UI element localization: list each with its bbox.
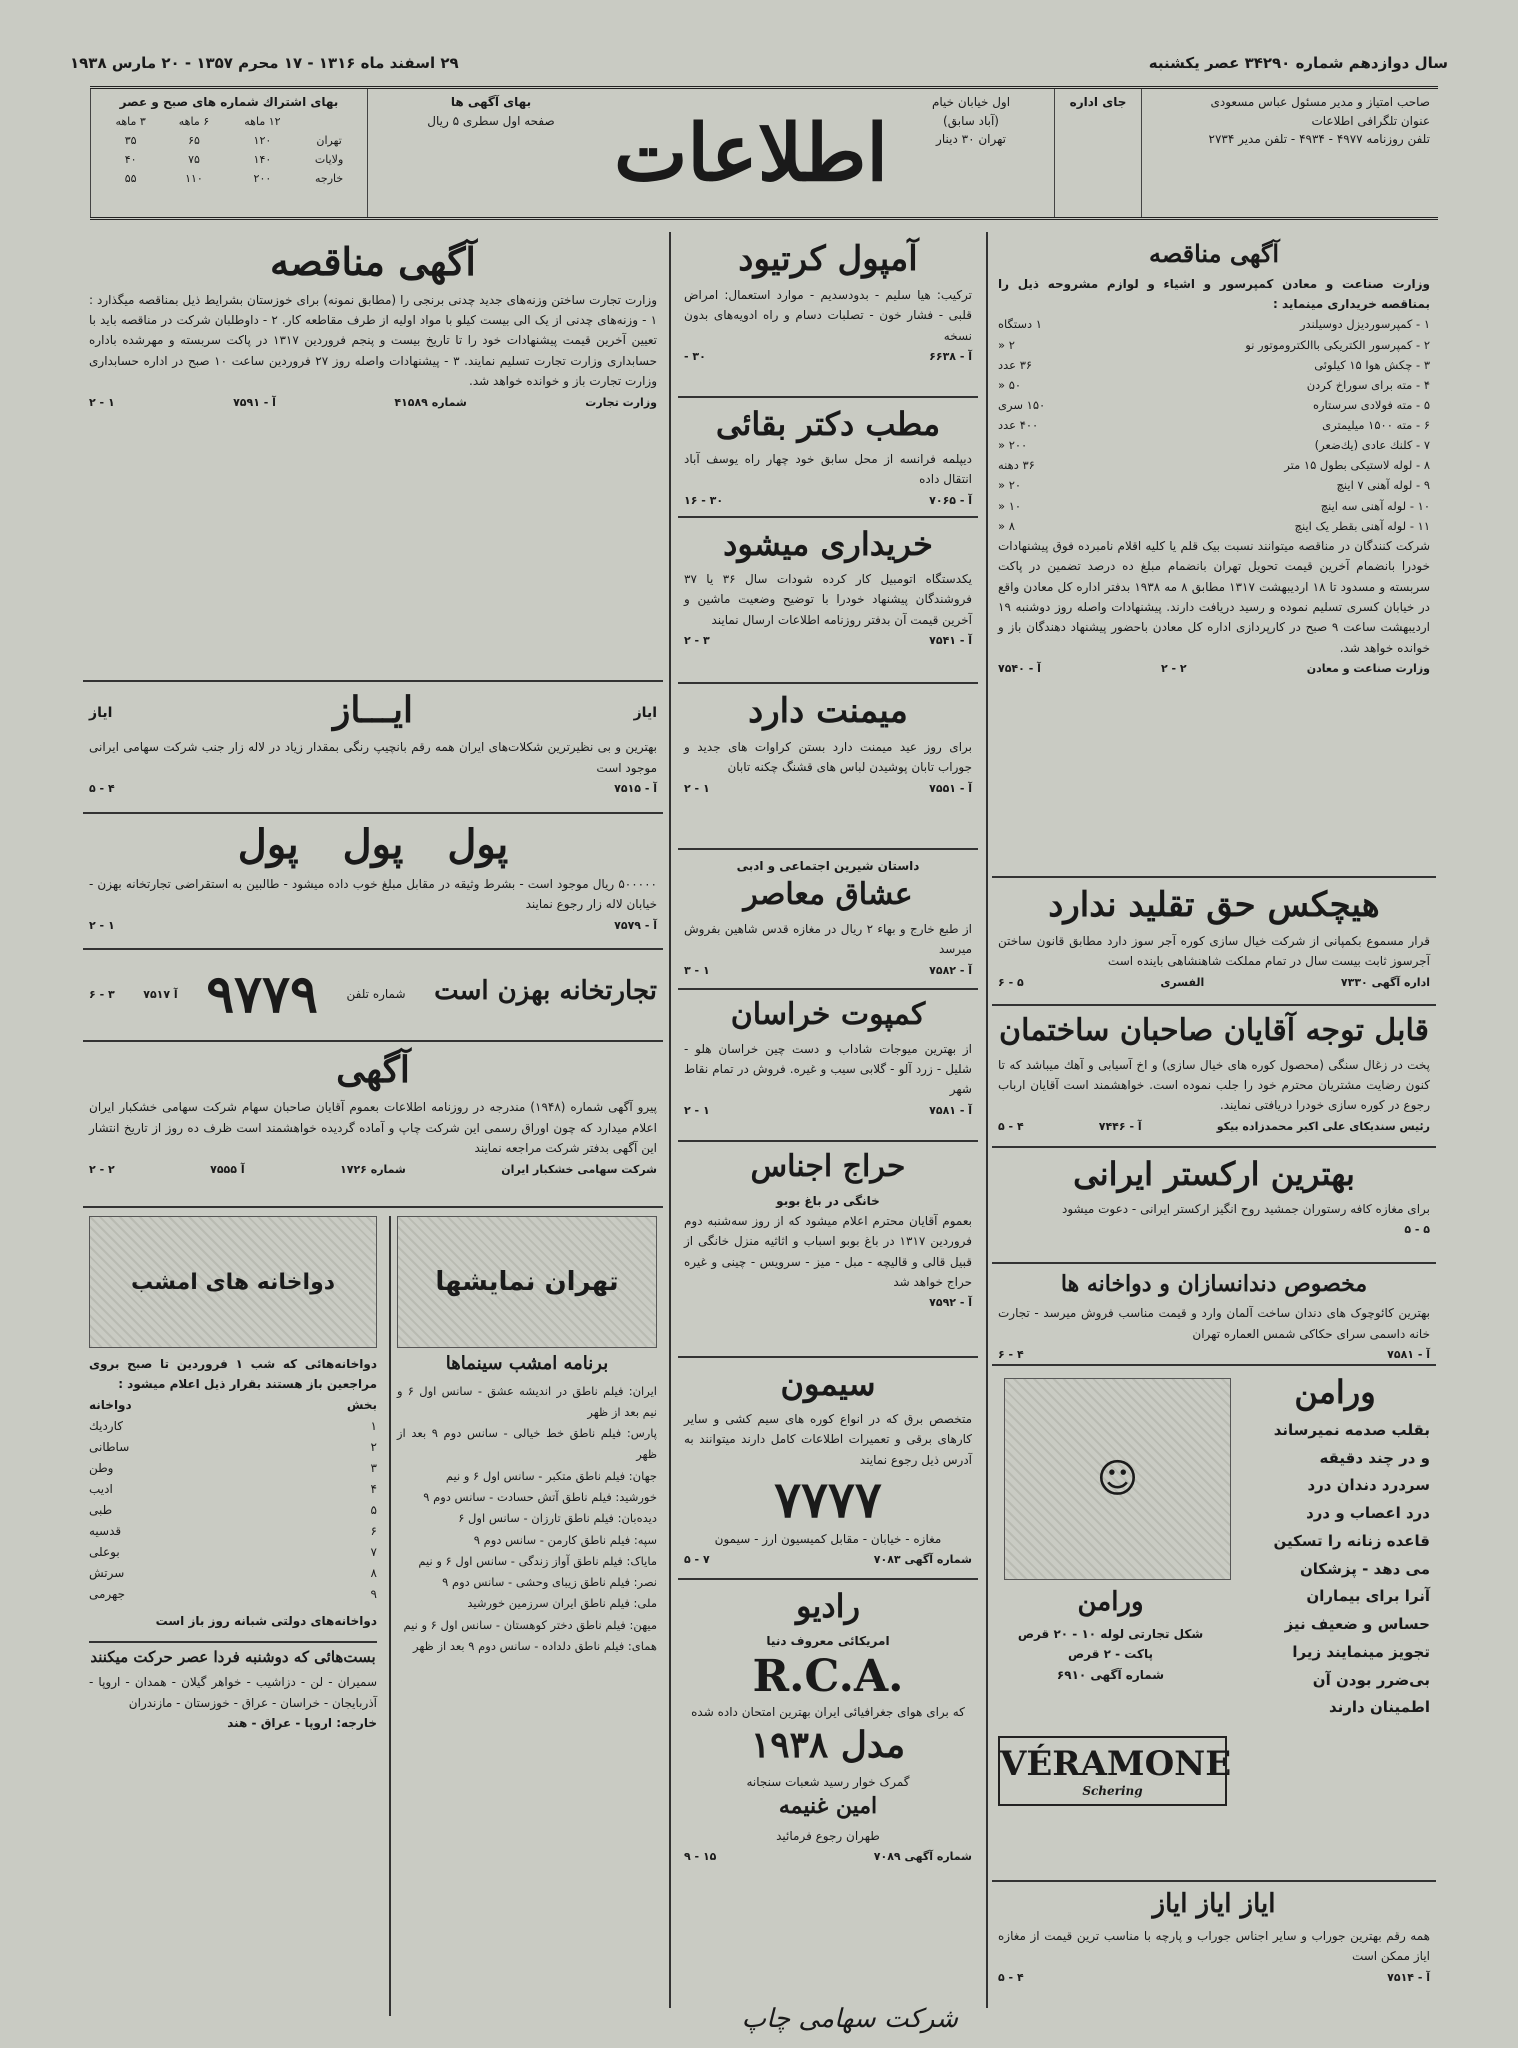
divider: [89, 1641, 377, 1643]
tender-list: [998, 314, 1430, 535]
phone-ref2: ۳ - ۶: [89, 987, 115, 1001]
table-cell: تهران: [316, 133, 342, 147]
text-line: بقلب صدمه نمیرساند: [1273, 1420, 1430, 1439]
dateline: [70, 48, 1448, 78]
ampoule-ad: [678, 232, 978, 398]
table-cell: ۱۱۰: [185, 171, 203, 185]
ad-rates-sub: صفحه اول سطری ۵ ریال: [427, 113, 555, 128]
doctor-ad: [678, 398, 978, 518]
ref-text: آ - ۷۵۹۲: [929, 1296, 972, 1310]
table-cell: ۷۵: [188, 152, 200, 166]
money-ad: [83, 814, 663, 950]
table-cell: ۶۵: [188, 133, 200, 147]
text-line: بی‌ضرر بودن آن: [1312, 1670, 1430, 1689]
ref-text: الفسری: [1160, 975, 1205, 989]
list-item: پارس: فیلم ناطق خط خیالی - سانس دوم ۹ بعد از ظهر: [397, 1426, 657, 1462]
ref-text: رئیس سندیکای علی اکبر محمدزاده بیکو: [1216, 1119, 1430, 1133]
no-imitation-ad: [992, 878, 1436, 1006]
list-item: ۸ - لوله لاستیکی بطول ۱۵ متر ۳۶ دهنه: [998, 458, 1430, 473]
address-line: تهران ۳۰ دینار: [936, 132, 1006, 147]
ref-text: آ - ۷۵۸۲: [929, 963, 972, 977]
table-cell: ۲۰۰: [253, 171, 272, 185]
subscription-box: [90, 89, 367, 217]
ref-text: آ - ۷۵۸۱: [929, 1103, 972, 1117]
ref-text: اداره آگهی ۷۳۳۰: [1340, 975, 1430, 989]
ref-text: ۵ - ۶: [998, 975, 1024, 989]
list-item: همای: فیلم ناطق دلداده - سانس دوم ۹ بعد از ظهر: [412, 1638, 657, 1653]
ref-text: آ - ۷۵۵۱: [929, 781, 972, 795]
list-item: ۱۱ - لوله آهنی بقطر یک اینچ ۸ «: [998, 518, 1430, 533]
veramon-illustration: ☺: [1004, 1378, 1231, 1580]
simon-phone: ۷۷۷۷: [774, 1469, 882, 1529]
ayaz-side: ایاز: [89, 704, 113, 721]
table-row: [99, 150, 359, 169]
tender-intro: وزارت صناعت و معادن کمپرسور و اشیاء و لوازم مشروحه ذیل را بمناقصه خریداری مینماید :: [998, 276, 1430, 311]
simon-heading: سیمون: [780, 1365, 876, 1403]
compote-footer: [684, 1104, 972, 1117]
lower-left-section: [83, 1208, 663, 2016]
masthead: [90, 86, 1438, 220]
list-item: ۳ - چکش هوا ۱۵ کیلوئی ۳۶ عدد: [998, 357, 1430, 372]
ampoule-body: ترکیب: هیا سلیم - بدودسدیم - موارد استعمال: امراض قلبی - فشار خون - تصلبات دسام و راه ادویه‌های بدون نسخه: [684, 288, 972, 343]
ref-text: ۴ - ۵: [89, 782, 115, 796]
list-item: ۶ - مته ۱۵۰۰ میلیمتری ۴۰۰ عدد: [998, 418, 1430, 432]
ref-text: ۳۰ - ۱۶: [684, 493, 724, 507]
radio-body: که برای هوای جغرافیائی ایران بهترین امتحان داده شده: [691, 1705, 965, 1720]
ad-rates-title: بهای آگهی ها: [450, 95, 532, 109]
ref-text: آ - ۷۵۷۹: [614, 918, 657, 932]
notice-body: پیرو آگهی شماره (۱۹۴۸) مندرجه در روزنامه اطلاعات بعموم آقایان صاحبان سهام شرکت سهامی خشکبار ایران اعلام میدارد که چون اوراق رسمی این شرکت چاپ و آماده گردیده خواهشمند است ظرف ده روز از تاریخ انتشار این آگهی بدفتر شرکت مراجعه نمایند: [89, 1100, 658, 1156]
ref-text: آ - ۷۵۴۱: [929, 633, 972, 647]
ref-text: ۳۰ -: [684, 350, 706, 364]
veramon-pricing: [998, 1586, 1223, 1685]
list-item: دیده‌بان: فیلم ناطق تارزان - سانس اول ۶: [458, 1511, 657, 1526]
list-item: ۲ - کمپرسور الکتریکی باالکتروموتور نو ۲ «: [998, 337, 1430, 352]
auction-ad: [678, 1142, 978, 1358]
text-line: و در چند دقیقه: [1319, 1448, 1430, 1467]
ref-text: ۴ - ۵: [998, 1970, 1024, 1984]
simon-body: متخصص برق که در انواع کوره های سیم کشی و سایر کارهای برقی و تعمیرات اطلاعات کامل دارند میتوانند به آدرس ذیل رجوع نمایند: [684, 1411, 972, 1467]
ref-text: ۱ - ۳: [684, 963, 710, 977]
radio-heading: رادیو: [795, 1587, 861, 1625]
cinema-heading: برنامه امشب سینماها: [445, 1353, 609, 1374]
table-row: ۹ جهرمی: [89, 1586, 377, 1601]
list-item: مایاک: فیلم ناطق آواز زندگی - سانس اول ۶ و نیم: [418, 1553, 657, 1568]
ref-text: ۴ - ۶: [998, 1348, 1024, 1362]
table-cell: ۱۲۰: [253, 133, 272, 147]
middle-column: [678, 232, 978, 1894]
cinema-section: [389, 1216, 663, 2016]
auction-heading: حراج اجناس: [750, 1149, 906, 1184]
text-line: تجویز مینمایند زیرا: [1292, 1642, 1430, 1661]
list-item: ۹ - لوله آهنی ۷ اینچ ۲۰ «: [998, 478, 1430, 493]
dentist-footer: [998, 1348, 1430, 1361]
address-line: اول خیابان خیام: [931, 95, 1011, 109]
post-body: سمیران - لن - دزاشیب - خواهر گیلان - همدان - اروپا - آذربایجان - خراسان - عراق - خوزستان - مازندران: [89, 1675, 377, 1710]
ad-rates-box: [367, 89, 614, 217]
money-footer: [89, 919, 657, 932]
radio-ad: [678, 1580, 978, 1894]
orchestra-body: برای مغازه کافه رستوران جمشید روح انگیز ارکستر ایرانی - دعوت میشود: [1062, 1201, 1430, 1216]
commerce-tender-body: وزارت تجارت ساختن وزنه‌های جدید چدنی برنجی را (مطابق نمونه) برای خوزستان بشرایط ذیل بمناقصه میگذارد : ۱ - وزنه‌های چدنی از یک الی بیست کیلو با مواد اولیه از طرف مقاطعه کار. ۲ - داوطلبان شرکت در مناقصه باید با تعیین آخرین قیمت پیشنهادات خود را تا تاریخ بیست و پنجم فروردین ۱۳۱۷ در پاکت سربسته و مهرشده باداره حسابداری وزارت تجارت تسلیم نمایند. ۳ - پیشنهادات واصله روز ۲۷ فروردین ساعت ۱۰ صبح در اداره حسابداری وزارت تجارت باز و خوانده خواهد شد.: [89, 292, 658, 389]
ref-text: ۷ - ۵: [684, 1553, 710, 1567]
table-cell: ولایات: [314, 152, 344, 166]
ayaz-heading-row: [89, 688, 657, 737]
office-label: جای اداره: [1069, 95, 1127, 109]
tender-footer: [998, 662, 1430, 675]
ayaz-body: بهترین و بی نظیرترین شکلات‌های ایران همه رقم بانچیپ رنگی بمقدار زیاد در لاله زار جنب شرکت سهامی ایرانی موجود است: [89, 740, 657, 775]
doctor-body: دیپلمه فرانسه از محل سابق خود چهار راه یوسف آباد انتقال داده: [684, 451, 972, 487]
owner-line: صاحب امتیاز و مدیر مسئول عباس مسعودی: [1210, 95, 1430, 109]
text-line: آنرا برای بیماران: [1306, 1587, 1430, 1606]
post-foreign: خارجه: اروپا - عراق - هند: [227, 1716, 377, 1731]
commerce-tender-heading: آگهی مناقصه: [270, 239, 476, 284]
orchestra-heading: بهترین ارکستر ایرانی: [1073, 1155, 1355, 1193]
pharmacy-table: [89, 1395, 377, 1605]
compote-heading: کمپوت خراسان: [730, 997, 926, 1032]
subscription-title: بهای اشتراك شماره های صبح و عصر: [119, 95, 339, 109]
ref-text: ۱ - ۲: [684, 781, 710, 795]
tender-heading: آگهی مناقصه: [1148, 239, 1280, 268]
table-row: ۵ طبی: [89, 1502, 377, 1517]
ref-text: آ - ۷۰۶۵: [929, 493, 972, 507]
list-item: ملی: فیلم ناطق ایران سرزمین خورشید: [467, 1596, 657, 1611]
novel-ad: [678, 850, 978, 990]
owner-line: عنوان تلگرافی اطلاعات: [1311, 113, 1430, 128]
list-item: ایران: فیلم ناطق در اندیشه عشق - سانس اول ۶ و نیم بعد از ظهر: [397, 1383, 657, 1419]
buying-heading: خریداری میشود: [723, 525, 933, 563]
post-heading: بست‌هائی که دوشنبه فردا عصر حرکت میکنند: [90, 1648, 376, 1667]
date-info: ۲۹ اسفند ماه ۱۳۱۶ - ۱۷ محرم ۱۳۵۷ - ۲۰ مارس ۱۹۳۸: [70, 54, 459, 72]
column-divider: [669, 232, 671, 2008]
table-cell: ۵۵: [124, 171, 137, 185]
list-item: ۱۰ - لوله آهنی سه اینچ ۱۰ «: [998, 498, 1430, 513]
simon-footer: [684, 1553, 972, 1566]
auspicious-heading: میمنت دارد: [748, 691, 908, 731]
tender-body: شرکت کنندگان در مناقصه میتوانند نسبت بیک قلم یا کلیه اقلام نامبرده فوق پیشنهادات خودرا بانضمام آخرین قیمت تحویل تهران بانضمام مبلغ ده درصد تضمین در پاکت سربسته و مسدود تا ۱۸ اردیبهشت ۱۳۱۷ مطابق ۸ مه ۱۹۳۸ بدفتر اداره کل معادن واقع در خیابان کسری تسلیم نموده و رسید دریافت دارند. پیشنهادات واصله روز دوشنبه ۱۹ اردیبهشت ساعت ۹ صبح در کارپردازی اداره کل معادن باحضور پیشنهاد دهندگان باز و خوانده خواهد شد.: [998, 538, 1430, 655]
table-cell: ۳۵: [124, 133, 137, 147]
ayaz-footer: [89, 782, 657, 795]
veramon-brand-sub: Schering: [1082, 1784, 1143, 1798]
table-cell: خارجه: [315, 171, 344, 185]
subscription-table: [99, 112, 359, 188]
list-item: ۵ - مته فولادی سرستاره ۱۵۰ سری: [998, 397, 1430, 412]
ampoule-heading: آمپول کرتیود: [738, 239, 918, 279]
radio-seller: امین غنیمه: [778, 1793, 878, 1820]
auction-footer: [684, 1296, 972, 1309]
table-cell: ۱۴۰: [253, 152, 272, 166]
tender-sign: وزارت صناعت و معادن: [1306, 662, 1430, 676]
veramon-logo: [998, 1736, 1232, 1806]
issue-info: سال دوازدهم شماره ۳۴۲۹۰ عصر یکشنبه: [1148, 54, 1448, 72]
veramon-ad: [992, 1366, 1436, 1882]
ref-text: ۱۵ - ۹: [684, 1850, 717, 1864]
ref-text: ۱ - ۲: [684, 1103, 710, 1117]
no-imitation-footer: [998, 976, 1430, 989]
doctor-footer: [684, 494, 972, 507]
text-line: قاعده زنانه‌ را تسکین: [1273, 1531, 1430, 1550]
builders-body: پخت در زغال سنگی (محصول کوره های خیال سازی) و اخ آسیابی و آهك میباشد که تا کنون رضایت مشتریان محترم خود را جلب نموده است. خواهشمند است آقایان ارباب رجوع در کوره سازی خودرا دریافتی نمایند.: [998, 1057, 1430, 1113]
text-line: شماره آگهی ۶۹۱۰: [1056, 1667, 1165, 1682]
ayaz-bottom-ad: [992, 1882, 1436, 1984]
novel-heading: عشاق معاصر: [743, 877, 913, 913]
text-line: حساس و ضعیف نیز: [1284, 1615, 1430, 1634]
novel-pre: داستان شیرین اجتماعی و ادبی: [736, 859, 920, 873]
phone-name: تجارتخانه بهزن است: [434, 976, 657, 1007]
orchestra-ad: [992, 1148, 1436, 1264]
ref-text: شماره ۱۷۲۶: [340, 1162, 406, 1176]
ref-text: شماره آگهی ۷۰۸۳: [873, 1553, 972, 1567]
ayaz-heading: ایـــاز: [333, 689, 414, 731]
compote-ad: [678, 990, 978, 1142]
ampoule-footer: [684, 350, 972, 363]
commerce-tender-ad: [83, 232, 663, 682]
table-cell: ۴۰: [124, 152, 137, 166]
owner-line: تلفن روزنامه ۴۹۷۷ - ۴۹۳۴ - تلفن مدیر ۲۷۳۴: [1208, 132, 1430, 147]
table-row: [99, 112, 359, 131]
compote-body: از بهترین میوجات شاداب و دست چین خراسان هلو - شلیل - زرد آلو - گلابی سیب و غیره. فروش در تمام نقاط شهر: [684, 1041, 972, 1097]
builders-ad: [992, 1006, 1436, 1148]
table-row: [99, 131, 359, 150]
doctor-heading: مطب دکتر بقائی: [715, 405, 941, 443]
notice-footer: [89, 1163, 657, 1176]
phone-label: شماره تلفن: [346, 987, 406, 1001]
table-row: ۲ ساطانی: [89, 1439, 377, 1454]
newspaper-logo: اطلاعات: [613, 107, 889, 199]
simon-ad: [678, 1358, 978, 1580]
radio-footer: [684, 1850, 972, 1863]
phone-number: ۹۷۷۹: [206, 963, 318, 1025]
cinema-list: [397, 1381, 657, 1657]
list-item: میهن: فیلم ناطق دختر کوهستان - سانس اول ۶ و نیم: [403, 1617, 657, 1632]
ref-text: آ - ۷۵۱۴: [1387, 1970, 1430, 1984]
text-line: درد اعصاب و درد: [1306, 1504, 1430, 1523]
dentist-ad: [992, 1264, 1436, 1366]
ref-text: ۱ - ۲: [89, 918, 115, 932]
auspicious-ad: [678, 684, 978, 850]
table-cell: ۱۲ ماهه: [244, 114, 281, 128]
pharmacy-footer: دواخانه‌های دولتی شبانه روز باز است: [155, 1613, 377, 1628]
ref-text: شماره آگهی ۷۰۸۹: [873, 1850, 972, 1864]
address-box: [888, 89, 1055, 217]
ref-text: ۲ - ۲: [89, 1162, 115, 1176]
ref-text: شماره ۴۱۵۸۹: [394, 395, 467, 409]
radio-brand: R.C.A.: [752, 1651, 904, 1703]
ref-text: آ - ۷۵۸۱: [1387, 1348, 1430, 1362]
table-cell: ۶ ماهه: [178, 114, 210, 128]
text-line: سردرد دندان درد: [1307, 1476, 1430, 1495]
veramon-lines: [1240, 1417, 1430, 1722]
list-item: نصر: فیلم ناطق زیبای وحشی - سانس دوم ۹: [442, 1575, 657, 1590]
buying-footer: [684, 634, 972, 647]
ref-text: آ ۷۵۵۵: [210, 1162, 245, 1176]
radio-address: گمرک خوار رسید شعبات سنجانه: [746, 1774, 910, 1789]
table-row: ۷ بوعلی: [89, 1544, 377, 1559]
commerce-tender-footer: [89, 396, 657, 409]
novel-footer: [684, 964, 972, 977]
radio-sub: امریکائی معروف دنیا: [766, 1633, 890, 1648]
builders-footer: [998, 1120, 1430, 1133]
pharmacy-logo: دواخانه های امشب: [89, 1216, 377, 1348]
notice-heading: آگهی: [336, 1049, 410, 1091]
no-imitation-heading: هیچکس حق تقلید ندارد: [1048, 885, 1380, 925]
table-row: ۶ قدسیه: [89, 1523, 377, 1538]
ayaz-bottom-body: همه رقم بهترین جوراب و سایر اجناس جوراب و پارچه با مناسب ترین قیمت از مغازه ایاز ممکن است: [998, 1928, 1430, 1964]
money-body: ۵۰۰۰۰۰ ریال موجود است - بشرط وثیقه در مقابل مبلغ خوب داده میشود - طالبین به استقراضی تجارتخانه بهزن - خیابان لاله زار رجوع نمایند: [89, 877, 657, 912]
tender-ref: آ - ۷۵۴۰: [998, 662, 1041, 676]
buying-ad: [678, 518, 978, 684]
text-line: می دهد - پزشکان: [1300, 1559, 1430, 1578]
text-line: شکل تجارتی لوله ۱۰ - ۲۰ قرص: [1017, 1626, 1204, 1641]
ref-text: وزارت تجارت: [585, 395, 657, 409]
pharmacy-intro: دواخانه‌هائی که شب ۱ فروردین تا صبح بروی مراجعین باز هستند بقرار ذیل اعلام میشود :: [89, 1357, 377, 1392]
ayaz-side: ایاز: [633, 704, 657, 721]
table-row: [99, 169, 359, 188]
ref-text: آ - ۷۵۹۱: [233, 395, 276, 409]
simon-address: مغازه - خیابان - مقابل کمیسیون ارز - سیمون: [714, 1531, 942, 1546]
auspicious-body: برای روز عید میمنت دارد بستن کراوات های جدید و جوراب تابان پوشیدن لباس های قشنگ چکنه تابان: [684, 740, 972, 775]
ref-text: آ - ۶۶۳۸: [929, 350, 972, 364]
dentist-body: بهترین کائوچوک های دندان ساخت آلمان وارد و قیمت مناسب فروش میرسد - تجارت خانه داسمی سرای حکاکی شمس العماره تهران: [998, 1306, 1430, 1341]
table-cell: [299, 112, 359, 131]
ayaz-bottom-footer: [998, 1971, 1430, 1984]
pharmacy-section: [83, 1216, 383, 2016]
no-imitation-body: قرار مسموع بکمپانی از شرکت خیال سازی کوره آجر سوز دارد مطابق قانون ساختن آجرسوز ثابت بیست سال در تمام مملکت شاهنشاهی باینده است: [998, 934, 1430, 969]
ref-text: آ - ۷۴۴۶: [1098, 1119, 1142, 1133]
table-cell: ۳ ماهه: [115, 114, 146, 128]
phone-ref: آ ۷۵۱۷: [143, 987, 178, 1001]
notice-ad: [83, 1042, 663, 1208]
list-item: خورشید: فیلم ناطق آتش حسادت - سانس دوم ۹: [423, 1490, 657, 1505]
cinema-logo: تهران نمایشها: [397, 1216, 657, 1348]
text-line: پاکت - ۲ قرص: [1067, 1647, 1153, 1662]
table-row: ۴ ادیب: [89, 1481, 377, 1496]
auction-sub: خانگی در باغ بوبو: [776, 1193, 880, 1208]
list-item: ۱ - کمپرسوردیزل دوسیلندر ۱ دستگاه: [998, 317, 1430, 332]
veramon-heading: ورامن: [1294, 1373, 1376, 1411]
radio-model: مدل ۱۹۳۸: [750, 1723, 906, 1766]
phone-ad: [83, 950, 663, 1042]
table-row: ۳ وطن: [89, 1460, 377, 1475]
ref-text: شرکت سهامی خشکبار ایران: [501, 1162, 657, 1176]
dentist-heading: مخصوص دندانسازان و دواخانه ها: [1060, 1271, 1368, 1297]
builders-heading: قابل توجه آقایان صاحبان ساختمان: [999, 1013, 1429, 1048]
left-column: [83, 232, 663, 2016]
list-item: ۷ - کلنك عادی (یك‌ضعر) ۲۰۰ «: [998, 438, 1430, 453]
auction-body: بعموم آقایان محترم اعلام میشود که از روز سه‌شنبه دوم فروردین ۱۳۱۷ در باغ بوبو اسباب و اثاثیه منزل خانگی از قبیل قالی و قالیچه - مبل - میز - سرویس - چینی و غیره حراج خواهد شد: [684, 1213, 972, 1290]
radio-address2: طهران رجوع فرمائید: [776, 1828, 880, 1843]
table-row: ۱ کاردیك: [89, 1418, 377, 1433]
ref-text: ۳ - ۲: [684, 633, 710, 647]
list-item: سپه: فیلم ناطق کارمن - سانس دوم ۹: [473, 1532, 657, 1547]
office-box: [1055, 89, 1142, 217]
tender-ad: [992, 232, 1436, 878]
table-row: بخش دواخانه: [89, 1397, 377, 1412]
orchestra-footer: [998, 1223, 1430, 1236]
buying-body: یکدستگاه اتومبیل کار کرده شودات سال ۳۶ یا ۳۷ فروشندگان پیشنهاد خودرا با توضیح وضعیت ماشین و آخرین قیمت آن بدفتر روزنامه اطلاعات ارسال نمایند: [684, 571, 972, 627]
text-line: اطمینان دارند: [1328, 1698, 1430, 1717]
novel-body: از طبع خارج و بهاء ۲ ریال در مغازه قدس شاهین بفروش میرسد: [684, 921, 973, 957]
tender-ref-mid: ۲ - ۲: [1160, 662, 1187, 676]
table-row: ۸ سرتش: [89, 1565, 377, 1580]
right-column: [992, 232, 1436, 1984]
ref-text: ۵ - ۵: [1404, 1223, 1430, 1237]
auspicious-footer: [684, 782, 972, 795]
veramon-mid-heading: ورامن: [1077, 1587, 1144, 1617]
list-item: ۴ - مته برای سوراخ کردن ۵۰ «: [998, 377, 1430, 392]
veramon-brand: VÉRAMONE: [1000, 1744, 1232, 1784]
list-item: جهان: فیلم ناطق متکبر - سانس اول ۶ و نیم: [445, 1468, 657, 1483]
ayaz-bottom-heading: ایاز ایاز ایاز: [1152, 1889, 1276, 1919]
ref-text: ۴ - ۵: [998, 1119, 1024, 1133]
ref-text: آ - ۷۵۱۵: [614, 782, 657, 796]
column-divider: [986, 232, 988, 2008]
printer-credit: شرکت سهامی چاپ: [741, 2004, 958, 2034]
owner-box: [1142, 89, 1438, 217]
money-heading: پول پول پول: [237, 821, 509, 868]
veramon-text: [1240, 1372, 1430, 1722]
ayaz-ad: [83, 682, 663, 814]
ref-text: ۱ - ۲: [89, 395, 115, 409]
address-line: (آباد سابق): [943, 113, 999, 128]
